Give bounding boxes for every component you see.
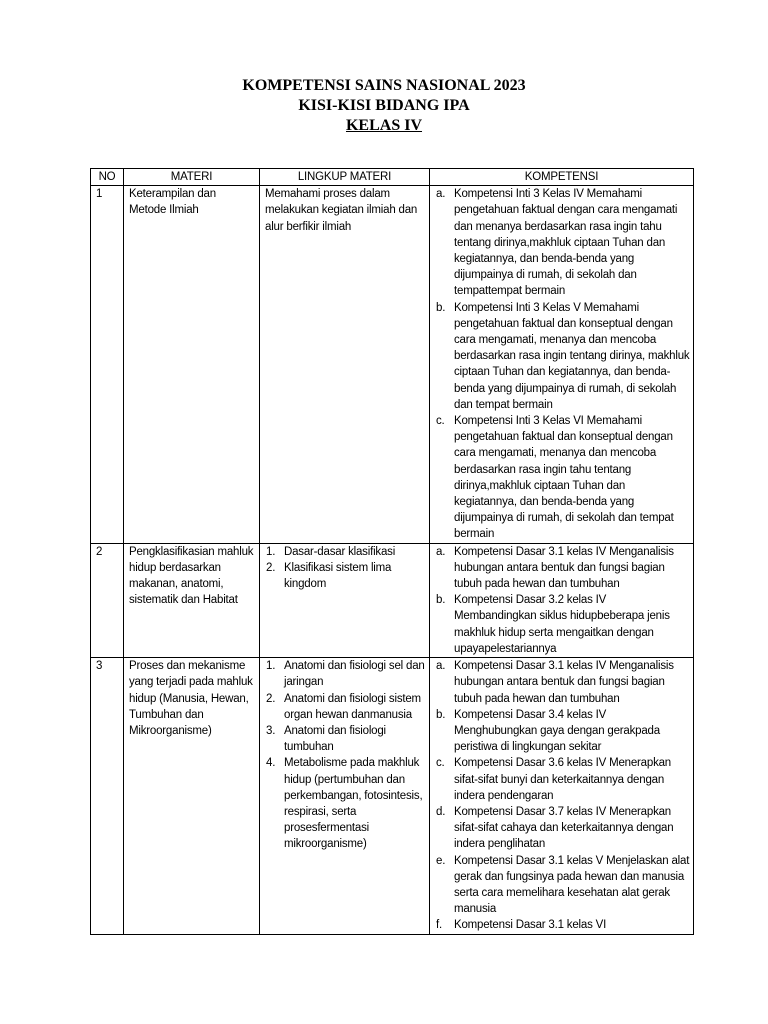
header-kompetensi: KOMPETENSI [430, 169, 694, 186]
document-title-block [0, 76, 768, 136]
list-marker: 3. [266, 724, 276, 737]
table-row [91, 186, 694, 543]
list-marker: 1. [266, 545, 276, 558]
header-materi: MATERI [124, 169, 260, 186]
document-subtitle: KISI-KISI BIDANG IPA [298, 97, 470, 114]
list-marker: b. [436, 301, 446, 314]
document-title: KOMPETENSI SAINS NASIONAL 2023 [242, 77, 526, 94]
cell-lingkup-materi [260, 186, 430, 543]
list-item [265, 544, 426, 560]
cell-no: 3 [91, 658, 124, 934]
list-item [435, 592, 690, 657]
list-item-text: Kompetensi Dasar 3.1 kelas VI [454, 919, 607, 932]
list-item-text: Anatomi dan fisiologi sistem organ hewan danmanusia [284, 692, 421, 721]
list-marker: b. [436, 594, 446, 607]
list-marker: d. [436, 805, 446, 818]
list-item [265, 658, 426, 690]
list-marker: a. [436, 188, 446, 201]
cell-materi: Proses dan mekanisme yang terjadi pada mahluk hidup (Manusia, Hewan, Tumbuhan dan Mikroorganisme) [124, 658, 260, 934]
cell-no: 2 [91, 543, 124, 657]
header-no: NO [91, 169, 124, 186]
list-item [435, 707, 690, 756]
list-item-text: Anatomi dan fisiologi sel dan jaringan [284, 660, 425, 689]
list-item-text: Kompetensi Dasar 3.1 kelas V Menjelaskan alat gerak dan fungsinya pada hewan dan manusia serta cara memelihara kesehatan alat gerak manusia [454, 854, 690, 916]
list-item [435, 804, 690, 853]
list-item [265, 691, 426, 723]
list-item-text: Anatomi dan fisiologi tumbuhan [284, 724, 386, 754]
table-body [91, 186, 694, 934]
list-item [435, 658, 690, 707]
list-item [265, 560, 426, 592]
cell-kompetensi [430, 186, 694, 543]
cell-lingkup-materi [260, 543, 430, 657]
table-row [91, 543, 694, 657]
list-item [435, 186, 690, 299]
list-item-text: Dasar-dasar klasifikasi [284, 545, 396, 558]
cell-no: 1 [91, 186, 124, 543]
list-item-text: Kompetensi Inti 3 Kelas V Memahami pengetahuan faktual dan konseptual dengan cara mengamati, menanya dan mencoba berdasarkan rasa ingin tentang dirinya, makhluk ciptaan Tuhan dan kegiatannya, dan benda-benda yang dijumpainya di rumah, di sekolah dan tempat bermain [454, 301, 690, 411]
list-item-text: Kompetensi Inti 3 Kelas VI Memahami pengetahuan faktual dan konseptual dengan cara mengamati, menanya dan mencoba berdasarkan rasa ingin tahu tentang dirinya,makhluk ciptaan Tuhan dan kegiatannya, dan benda-benda yang dijumpainya di rumah, di sekolah dan tempat bermain [454, 415, 674, 541]
list-marker: 4. [266, 757, 276, 770]
list-item-text: Klasifikasi sistem lima kingdom [284, 561, 392, 591]
lingkup-list [265, 544, 426, 593]
list-item-text: Metabolisme pada makhluk hidup (pertumbuhan dan perkembangan, fotosintesis, respirasi, serta prosesfermentasi mikroorganisme) [284, 757, 423, 851]
list-item-text: Kompetensi Dasar 3.2 kelas IV Membandingkan siklus hidupbeberapa jenis makhluk hidup serta mengaitkan dengan upayapelestariannya [454, 594, 670, 655]
kompetensi-list [435, 186, 690, 542]
list-marker: 1. [266, 660, 276, 673]
kompetensi-list [435, 544, 690, 657]
list-marker: c. [436, 757, 445, 770]
list-item [265, 755, 426, 852]
list-marker: e. [436, 854, 446, 867]
cell-kompetensi [430, 658, 694, 934]
lingkup-text: Memahami proses dalam melakukan kegiatan ilmiah dan alur berfikir ilmiah [265, 188, 418, 233]
list-marker: c. [436, 415, 445, 428]
list-item-text: Kompetensi Dasar 3.7 kelas IV Menerapkan sifat-sifat cahaya dan keterkaitannya dengan indera penglihatan [454, 805, 674, 851]
list-item [435, 917, 690, 933]
lingkup-list [265, 658, 426, 852]
header-lingkup-materi: LINGKUP MATERI [260, 169, 430, 186]
list-item-text: Kompetensi Inti 3 Kelas IV Memahami pengetahuan faktual dengan cara mengamati dan menanya berdasarkan rasa ingin tahu tentang dirinya,makhluk ciptaan Tuhan dan kegiatannya, dan benda-benda yang dijumpainya di rumah, di sekolah dan tempattempat bermain [454, 188, 678, 298]
cell-kompetensi [430, 543, 694, 657]
list-marker: b. [436, 708, 446, 721]
list-item-text: Kompetensi Dasar 3.1 kelas IV Menganalisis hubungan antara bentuk dan fungsi bagian tubuh pada hewan dan tumbuhan [454, 660, 674, 705]
table-header-row [91, 169, 694, 186]
list-item [435, 853, 690, 918]
cell-materi: Keterampilan dan Metode Ilmiah [124, 186, 260, 543]
list-item-text: Kompetensi Dasar 3.4 kelas IV Menghubungkan gaya dengan gerakpada peristiwa di lingkungan sekitar [454, 708, 660, 754]
list-marker: 2. [266, 692, 276, 705]
kisi-kisi-table [90, 168, 694, 935]
kompetensi-list [435, 658, 690, 933]
list-item [435, 300, 690, 413]
list-marker: f. [436, 919, 442, 932]
cell-materi: Pengklasifikasian mahluk hidup berdasarkan makanan, anatomi, sistematik dan Habitat [124, 543, 260, 657]
list-item-text: Kompetensi Dasar 3.1 kelas IV Menganalisis hubungan antara bentuk dan fungsi bagian tubuh pada hewan dan tumbuhan [454, 545, 674, 591]
list-marker: a. [436, 545, 446, 558]
list-item [435, 413, 690, 543]
cell-lingkup-materi [260, 658, 430, 934]
list-item [265, 723, 426, 755]
list-marker: a. [436, 660, 446, 673]
list-item-text: Kompetensi Dasar 3.6 kelas IV Menerapkan sifat-sifat bunyi dan keterkaitannya dengan indera pendengaran [454, 757, 672, 802]
table-row [91, 658, 694, 934]
list-marker: 2. [266, 561, 276, 574]
list-item [435, 755, 690, 804]
list-item [435, 544, 690, 593]
document-class-label: KELAS IV [345, 117, 423, 134]
